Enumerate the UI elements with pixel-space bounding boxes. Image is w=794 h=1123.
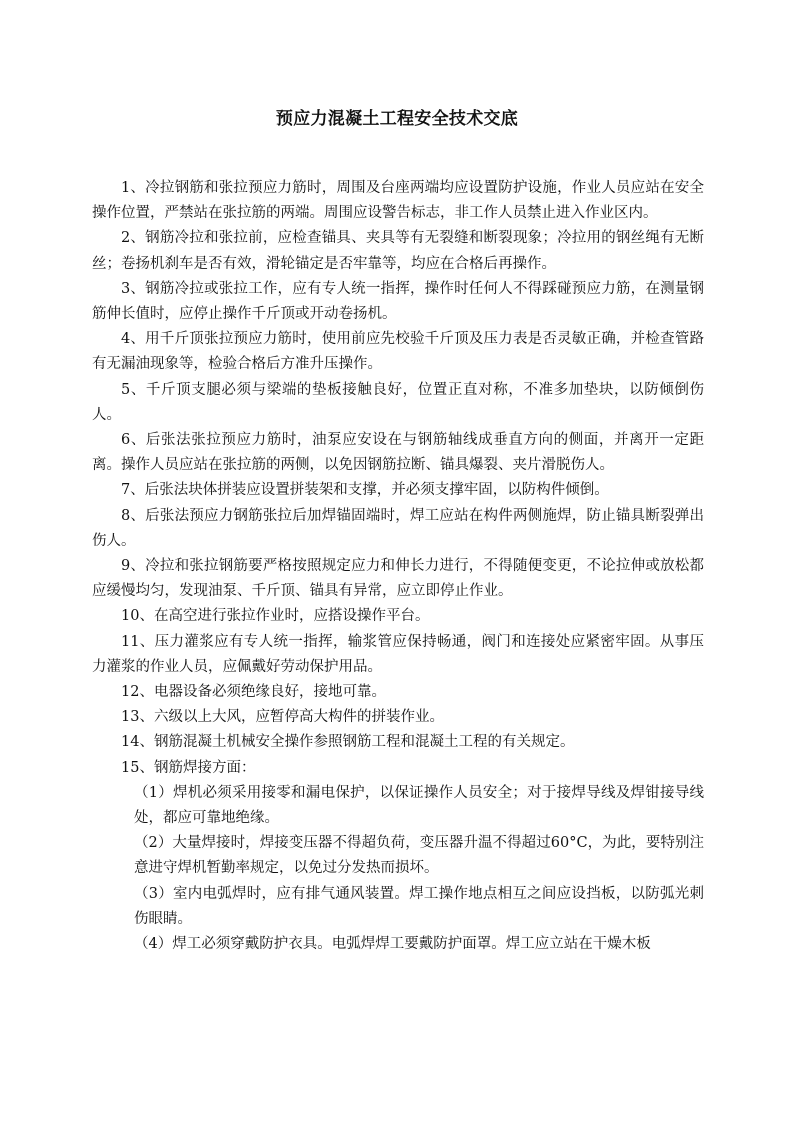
- sub-item-4: [134, 932, 704, 957]
- sub-item-text: 大量焊接时，焊接变压器不得超负荷，变压器升温不得超过60°C，为此，要特别注意进守焊机暂勤率规定，以免过分发热而损坏。: [134, 835, 704, 877]
- sub-item-number: （3）: [134, 885, 173, 902]
- paragraph-3: 3、钢筋冷拉或张拉工作，应有专人统一指挥，操作时任何人不得踩碰预应力筋，在测量钢筋伸长值时，应停止操作千斤顶或开动卷扬机。: [92, 280, 704, 323]
- paragraph-9: 9、冷拉和张拉钢筋要严格按照规定应力和伸长力进行，不得随便变更，不论拉伸或放松都应缓慢均匀，发现油泵、千斤顶、锚具有异常，应立即停止作业。: [92, 558, 704, 600]
- paragraph-1: 1、冷拉钢筋和张拉预应力筋时，周围及台座两端均应设置防护设施，作业人员应站在安全操作位置，严禁站在张拉筋的两端。周围应设警告标志，非工作人员禁止进入作业区内。: [92, 180, 704, 222]
- sub-item-number: （4）: [134, 936, 173, 953]
- paragraph-14: 14、钢筋混凝土机械安全操作参照钢筋工程和混凝土工程的有关规定。: [121, 734, 575, 751]
- sub-item-1: [134, 781, 704, 831]
- paragraph-10: 10、在高空进行张拉作业时，应搭设操作平台。: [121, 608, 430, 625]
- sub-item-text: 焊机必须采用接零和漏电保护，以保证操作人员安全；对于接焊导线及焊钳接导线处，都应可靠地绝缘。: [134, 784, 704, 827]
- sub-item-number: （1）: [134, 784, 173, 801]
- document-title: 预应力混凝土工程安全技术交底: [275, 109, 519, 129]
- paragraph-2: 2、钢筋冷拉和张拉前，应检查锚具、夹具等有无裂缝和断裂现象；冷拉用的钢丝绳有无断丝；卷扬机刹车是否有效，滑轮锚定是否牢靠等，均应在合格后再操作。: [92, 230, 704, 272]
- paragraph-12: 12、电器设备必须绝缘良好，接地可靠。: [121, 684, 386, 701]
- sub-item-3: [134, 882, 704, 932]
- paragraph-13: 13、六级以上大风，应暂停高大构件的拼装作业。: [121, 709, 444, 726]
- sub-item-2: [134, 831, 704, 881]
- paragraph-6: 6、后张法张拉预应力筋时，油泵应安设在与钢筋轴线成垂直方向的侧面，并离开一定距离。操作人员应站在张拉筋的两侧，以免因钢筋拉断、锚具爆裂、夹片滑脱伤人。: [92, 432, 704, 474]
- sub-item-text: 室内电弧焊时，应有排气通风装置。焊工操作地点相互之间应设挡板，以防弧光刺伤眼睛。: [134, 885, 704, 927]
- sub-item-text: 焊工必须穿戴防护衣具。电弧焊焊工要戴防护面罩。焊工应立站在干燥木板: [172, 936, 651, 953]
- paragraph-5: 5、千斤顶支腿必须与梁端的垫板接触良好，位置正直对称，不准多加垫块，以防倾倒伤人。: [92, 381, 704, 423]
- paragraph-15: 15、钢筋焊接方面：: [121, 759, 256, 776]
- document-body: [92, 176, 704, 957]
- sub-item-number: （2）: [134, 835, 173, 852]
- paragraph-7: 7、后张法块体拼装应设置拼装架和支撑，并必须支撑牢固，以防构件倾倒。: [121, 482, 609, 499]
- paragraph-8: 8、后张法预应力钢筋张拉后加焊锚固端时，焊工应站在构件两侧施焊，防止锚具断裂弹出伤人。: [92, 507, 704, 549]
- paragraph-11: 11、压力灌浆应有专人统一指挥，输浆管应保持畅通，阀门和连接处应紧密牢固。从事压力灌浆的作业人员，应佩戴好劳动保护用品。: [92, 633, 704, 675]
- paragraph-4: 4、用千斤顶张拉预应力筋时，使用前应先校验千斤顶及压力表是否灵敏正确，并检查管路有无漏油现象等，检验合格后方准升压操作。: [92, 331, 704, 373]
